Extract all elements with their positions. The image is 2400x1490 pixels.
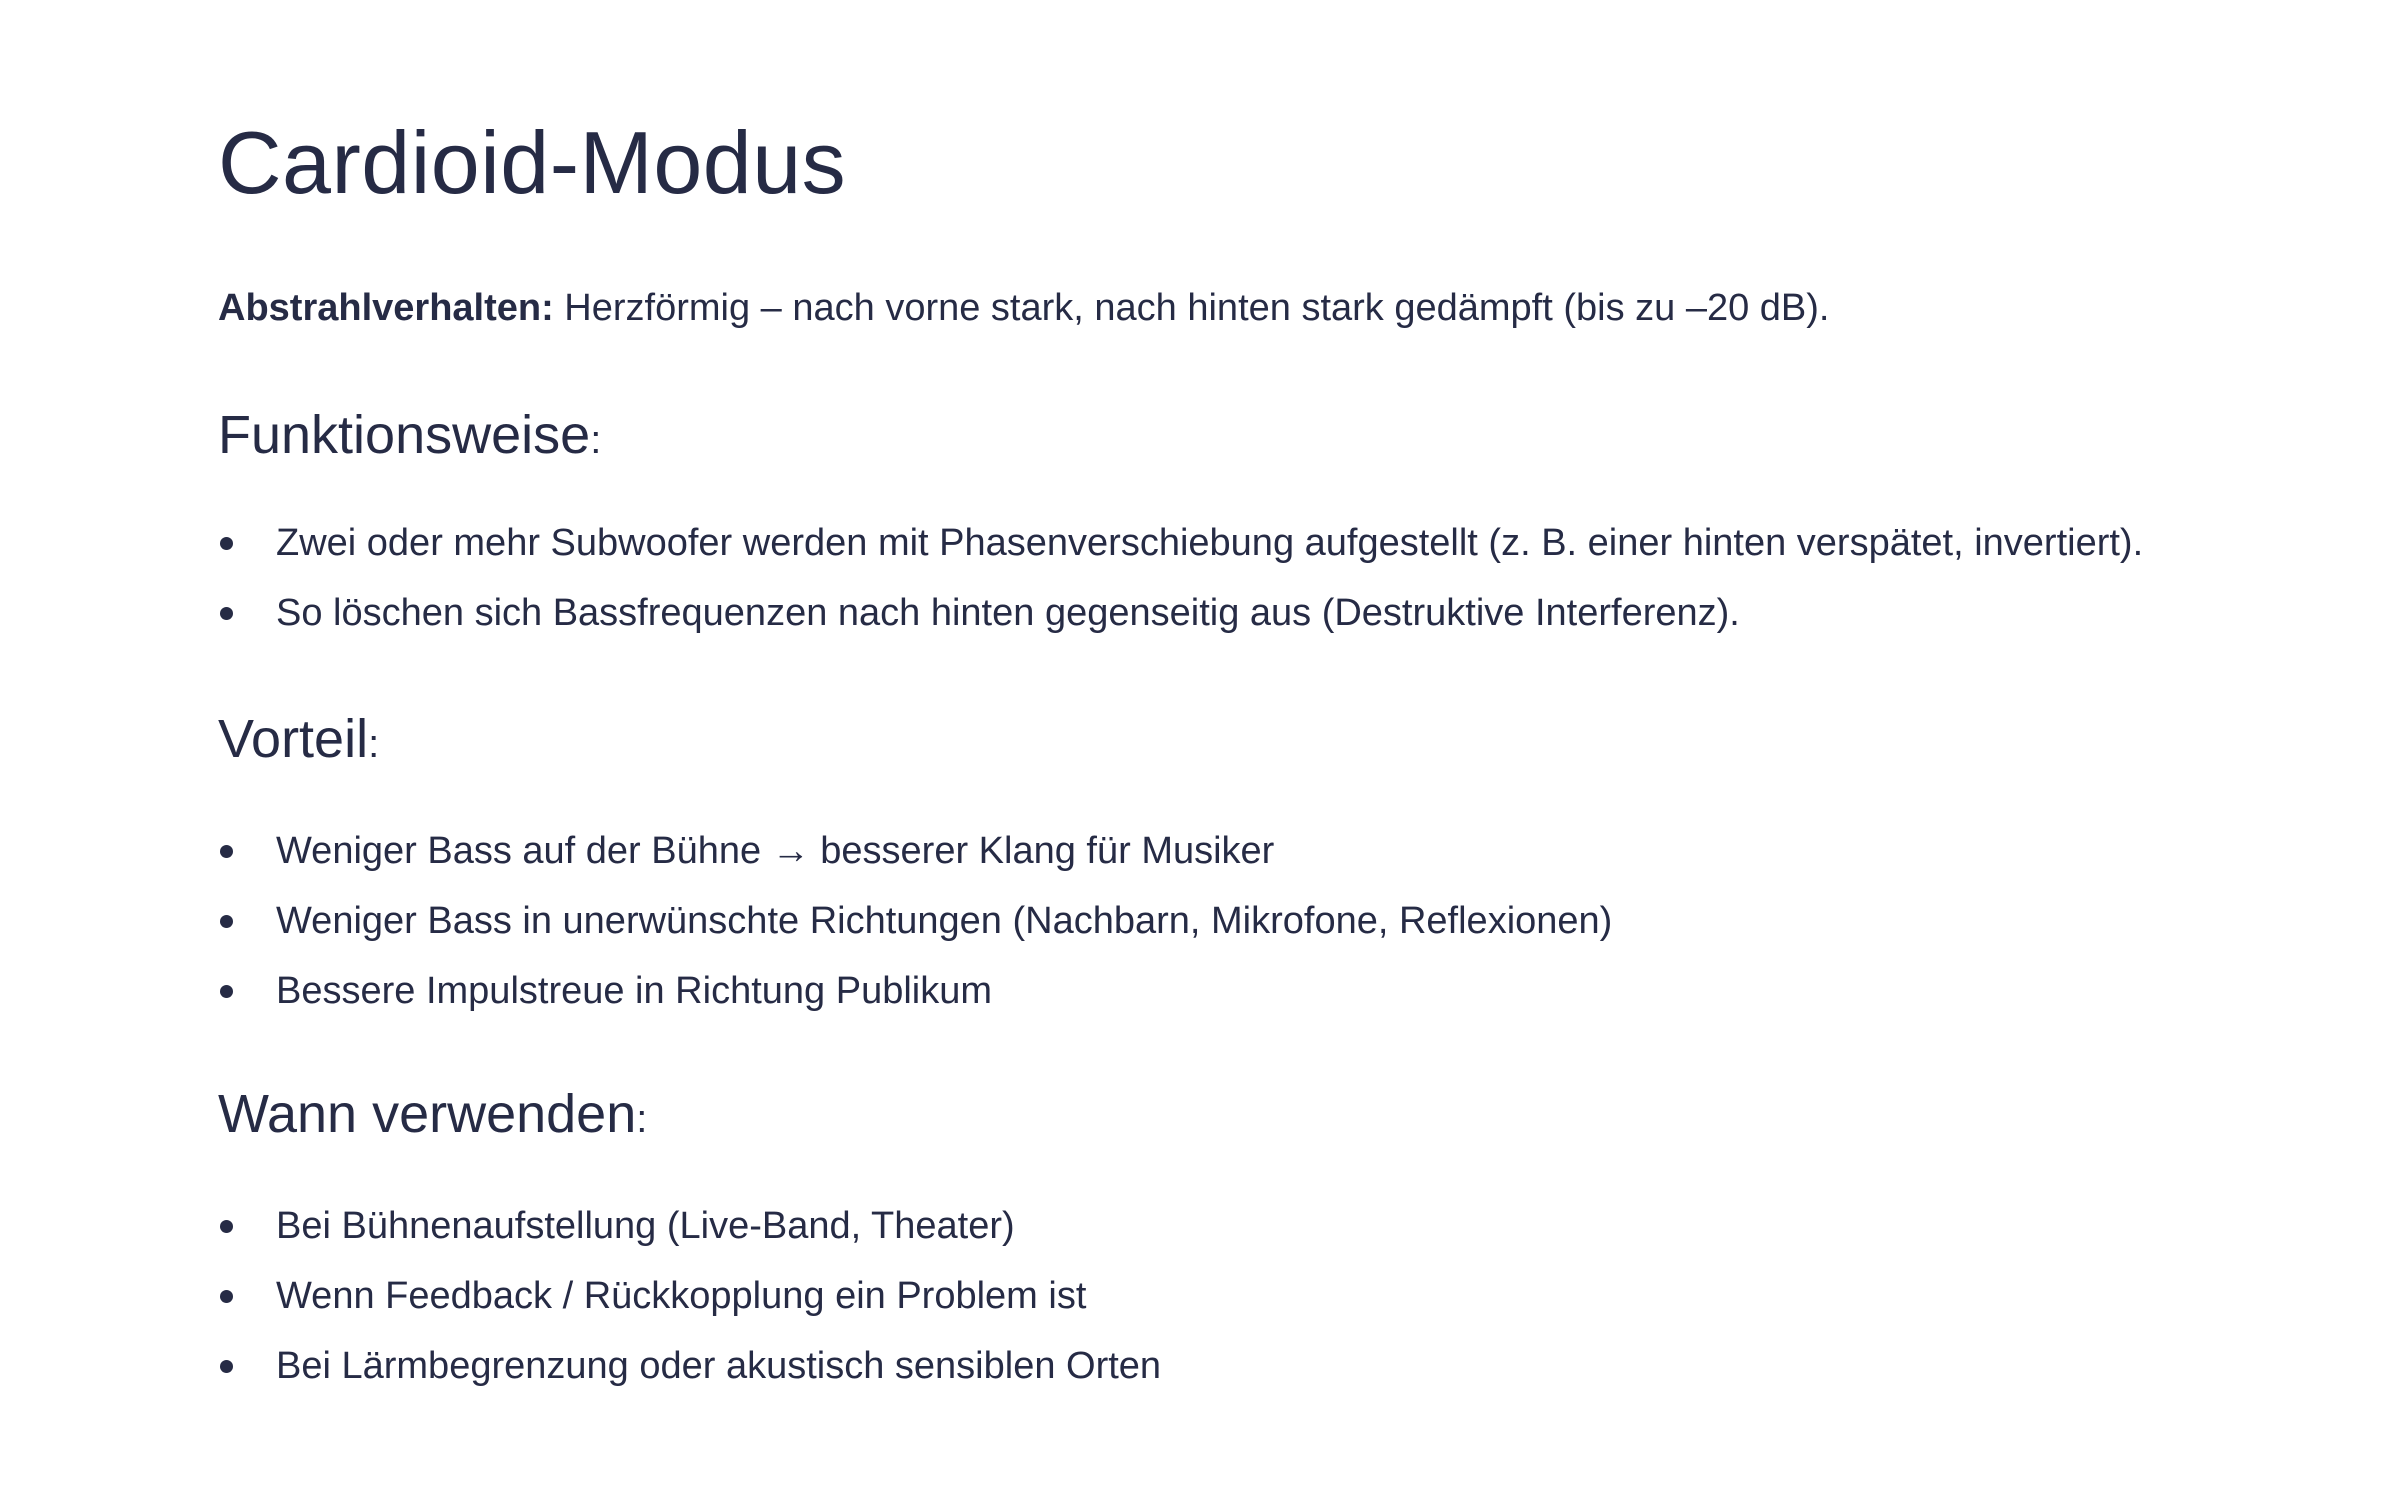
- bullet-list-vorteil: [218, 816, 1612, 1026]
- list-item-text: So löschen sich Bassfrequenzen nach hinten gegenseitig aus (Destruktive Interferenz).: [276, 592, 1740, 634]
- list-item-text: Bei Lärmbegrenzung oder akustisch sensiblen Orten: [276, 1345, 1162, 1387]
- bullet-icon: [220, 845, 233, 858]
- bullet-icon: [220, 915, 233, 928]
- intro-paragraph: [218, 284, 1829, 332]
- bullet-icon: [220, 1290, 233, 1303]
- bullet-icon: [220, 985, 233, 998]
- list-item: [218, 886, 1612, 956]
- section-heading-text: Wann verwenden: [218, 1084, 637, 1144]
- list-item-text: Bei Bühnenaufstellung (Live-Band, Theater): [276, 1205, 1015, 1247]
- list-item: [218, 956, 1612, 1026]
- intro-text: Herzförmig – nach vorne stark, nach hinten stark gedämpft (bis zu –20 dB).: [553, 287, 1830, 329]
- section-heading-wann-verwenden: [218, 1082, 647, 1151]
- section-heading-colon: :: [368, 722, 380, 766]
- list-item-text: Wenn Feedback / Rückkopplung ein Problem ist: [276, 1275, 1087, 1317]
- bullet-icon: [220, 1220, 233, 1233]
- intro-label: Abstrahlverhalten:: [218, 287, 554, 329]
- section-heading-colon: :: [636, 1097, 648, 1141]
- list-item-text: Zwei oder mehr Subwoofer werden mit Phasenverschiebung aufgestellt (z. B. einer hinten verspätet, invertiert).: [276, 522, 2144, 564]
- list-item: [218, 508, 2143, 578]
- list-item: [218, 1261, 1161, 1331]
- list-item: [218, 578, 2143, 648]
- section-heading-colon: :: [590, 418, 602, 462]
- list-item: [218, 1191, 1161, 1261]
- list-item: [218, 1331, 1161, 1401]
- list-item-text: Weniger Bass auf der Bühne → besserer Klang für Musiker: [276, 830, 1275, 872]
- page-title: Cardioid-Modus: [218, 113, 847, 212]
- section-heading-text: Funktionsweise: [218, 405, 591, 465]
- section-heading-vorteil: [218, 707, 379, 776]
- bullet-list-wann-verwenden: [218, 1191, 1161, 1401]
- bullet-icon: [220, 537, 233, 550]
- bullet-icon: [220, 607, 233, 620]
- list-item-text: Weniger Bass in unerwünschte Richtungen (Nachbarn, Mikrofone, Reflexionen): [276, 900, 1613, 942]
- section-heading-text: Vorteil: [218, 709, 369, 769]
- bullet-list-funktionsweise: [218, 508, 2143, 648]
- list-item: [218, 816, 1612, 886]
- list-item-text: Bessere Impulstreue in Richtung Publikum: [276, 970, 993, 1012]
- bullet-icon: [220, 1360, 233, 1373]
- section-heading-funktionsweise: [218, 403, 601, 472]
